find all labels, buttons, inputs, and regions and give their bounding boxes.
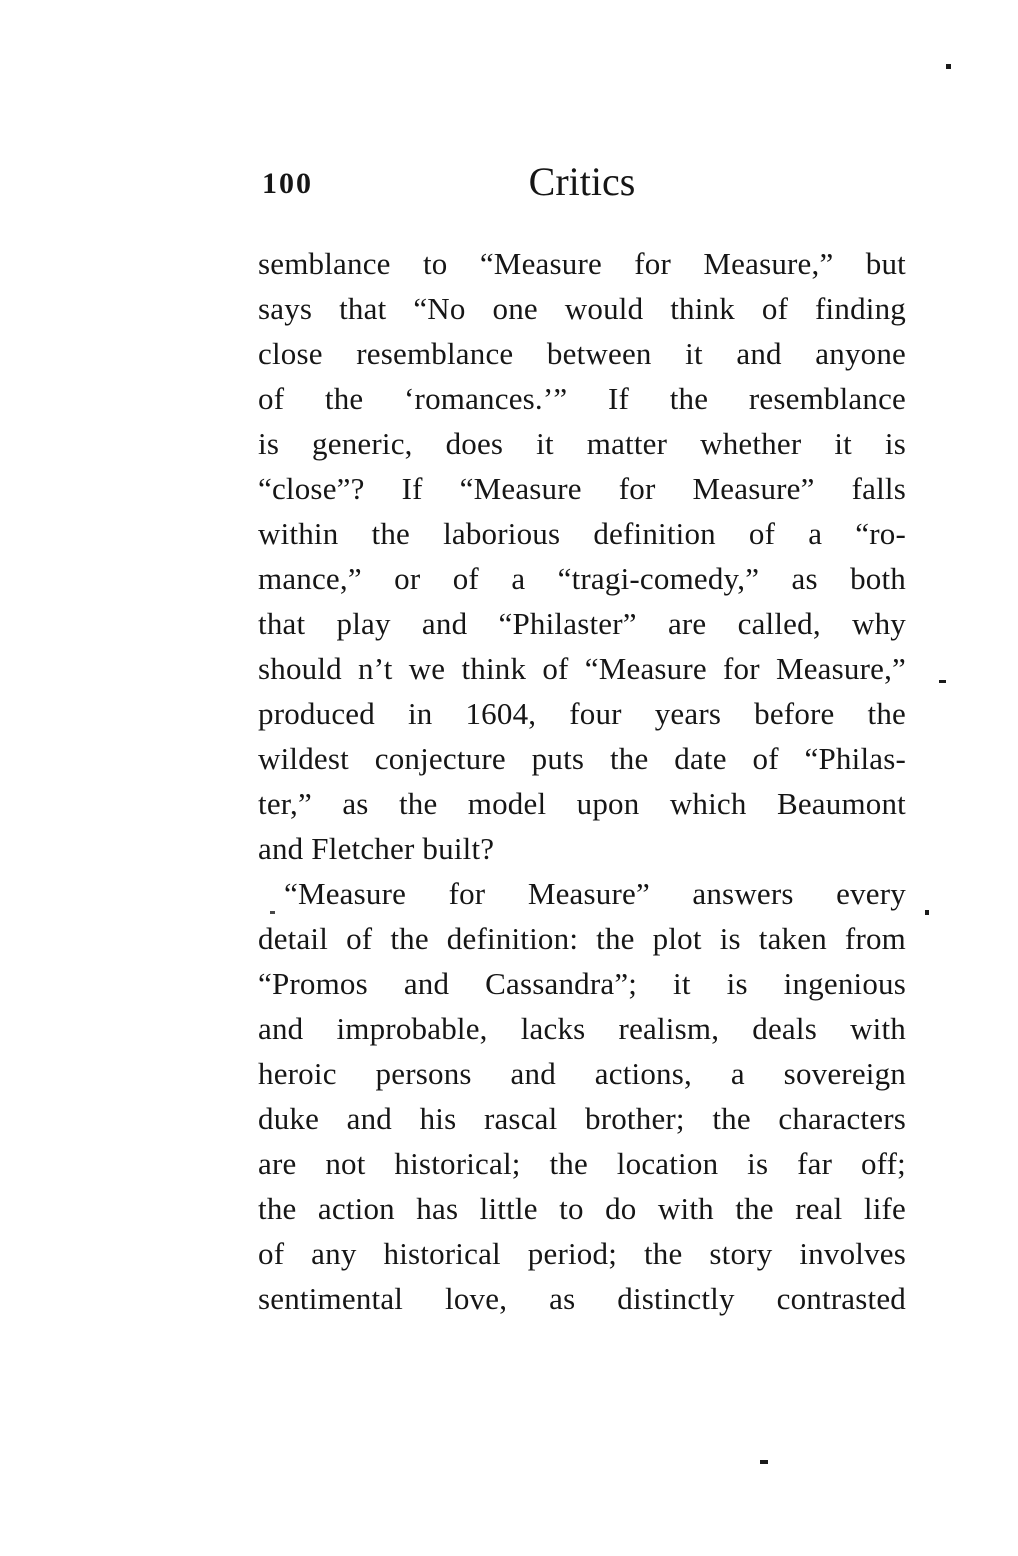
text-line: wildest conjecture puts the date of “Philas- bbox=[258, 741, 906, 776]
ink-speck bbox=[760, 1460, 768, 1464]
text-line: within the laborious definition of a “ro- bbox=[258, 516, 906, 551]
text-line: of any historical period; the story involves bbox=[258, 1236, 906, 1271]
text-line: is generic, does it matter whether it is bbox=[258, 426, 906, 461]
text-line: the action has little to do with the real life bbox=[258, 1191, 906, 1226]
text-line-paragraph-end: and Fletcher built? bbox=[258, 831, 495, 866]
text-line: close resemblance between it and anyone bbox=[258, 336, 906, 371]
text-line: semblance to “Measure for Measure,” but bbox=[258, 246, 906, 281]
ink-speck bbox=[925, 910, 929, 915]
page-header bbox=[258, 160, 906, 210]
ink-speck bbox=[939, 680, 946, 683]
text-line: and improbable, lacks realism, deals with bbox=[258, 1011, 906, 1046]
text-line: duke and his rascal brother; the characters bbox=[258, 1101, 906, 1136]
text-line: are not historical; the location is far off; bbox=[258, 1146, 906, 1181]
text-line: ter,” as the model upon which Beaumont bbox=[258, 786, 906, 821]
text-line: sentimental love, as distinctly contrasted bbox=[258, 1281, 906, 1316]
ink-speck bbox=[270, 911, 275, 914]
text-line: mance,” or of a “tragi-comedy,” as both bbox=[258, 561, 906, 596]
text-line: should n’t we think of “Measure for Measure,” bbox=[258, 651, 906, 686]
ink-speck bbox=[946, 64, 951, 69]
body-text bbox=[258, 241, 906, 1321]
text-line: that play and “Philaster” are called, why bbox=[258, 606, 906, 641]
text-line: heroic persons and actions, a sovereign bbox=[258, 1056, 906, 1091]
text-line: “close”? If “Measure for Measure” falls bbox=[258, 471, 906, 506]
text-line: detail of the definition: the plot is taken from bbox=[258, 921, 906, 956]
text-line: says that “No one would think of finding bbox=[258, 291, 906, 326]
text-line: of the ‘romances.’” If the resemblance bbox=[258, 381, 906, 416]
page-number: 100 bbox=[262, 167, 313, 200]
text-line: “Promos and Cassandra”; it is ingenious bbox=[258, 966, 906, 1001]
text-line: produced in 1604, four years before the bbox=[258, 696, 906, 731]
text-line-paragraph-start: “Measure for Measure” answers every bbox=[284, 876, 906, 911]
page-title: Critics bbox=[528, 159, 636, 204]
